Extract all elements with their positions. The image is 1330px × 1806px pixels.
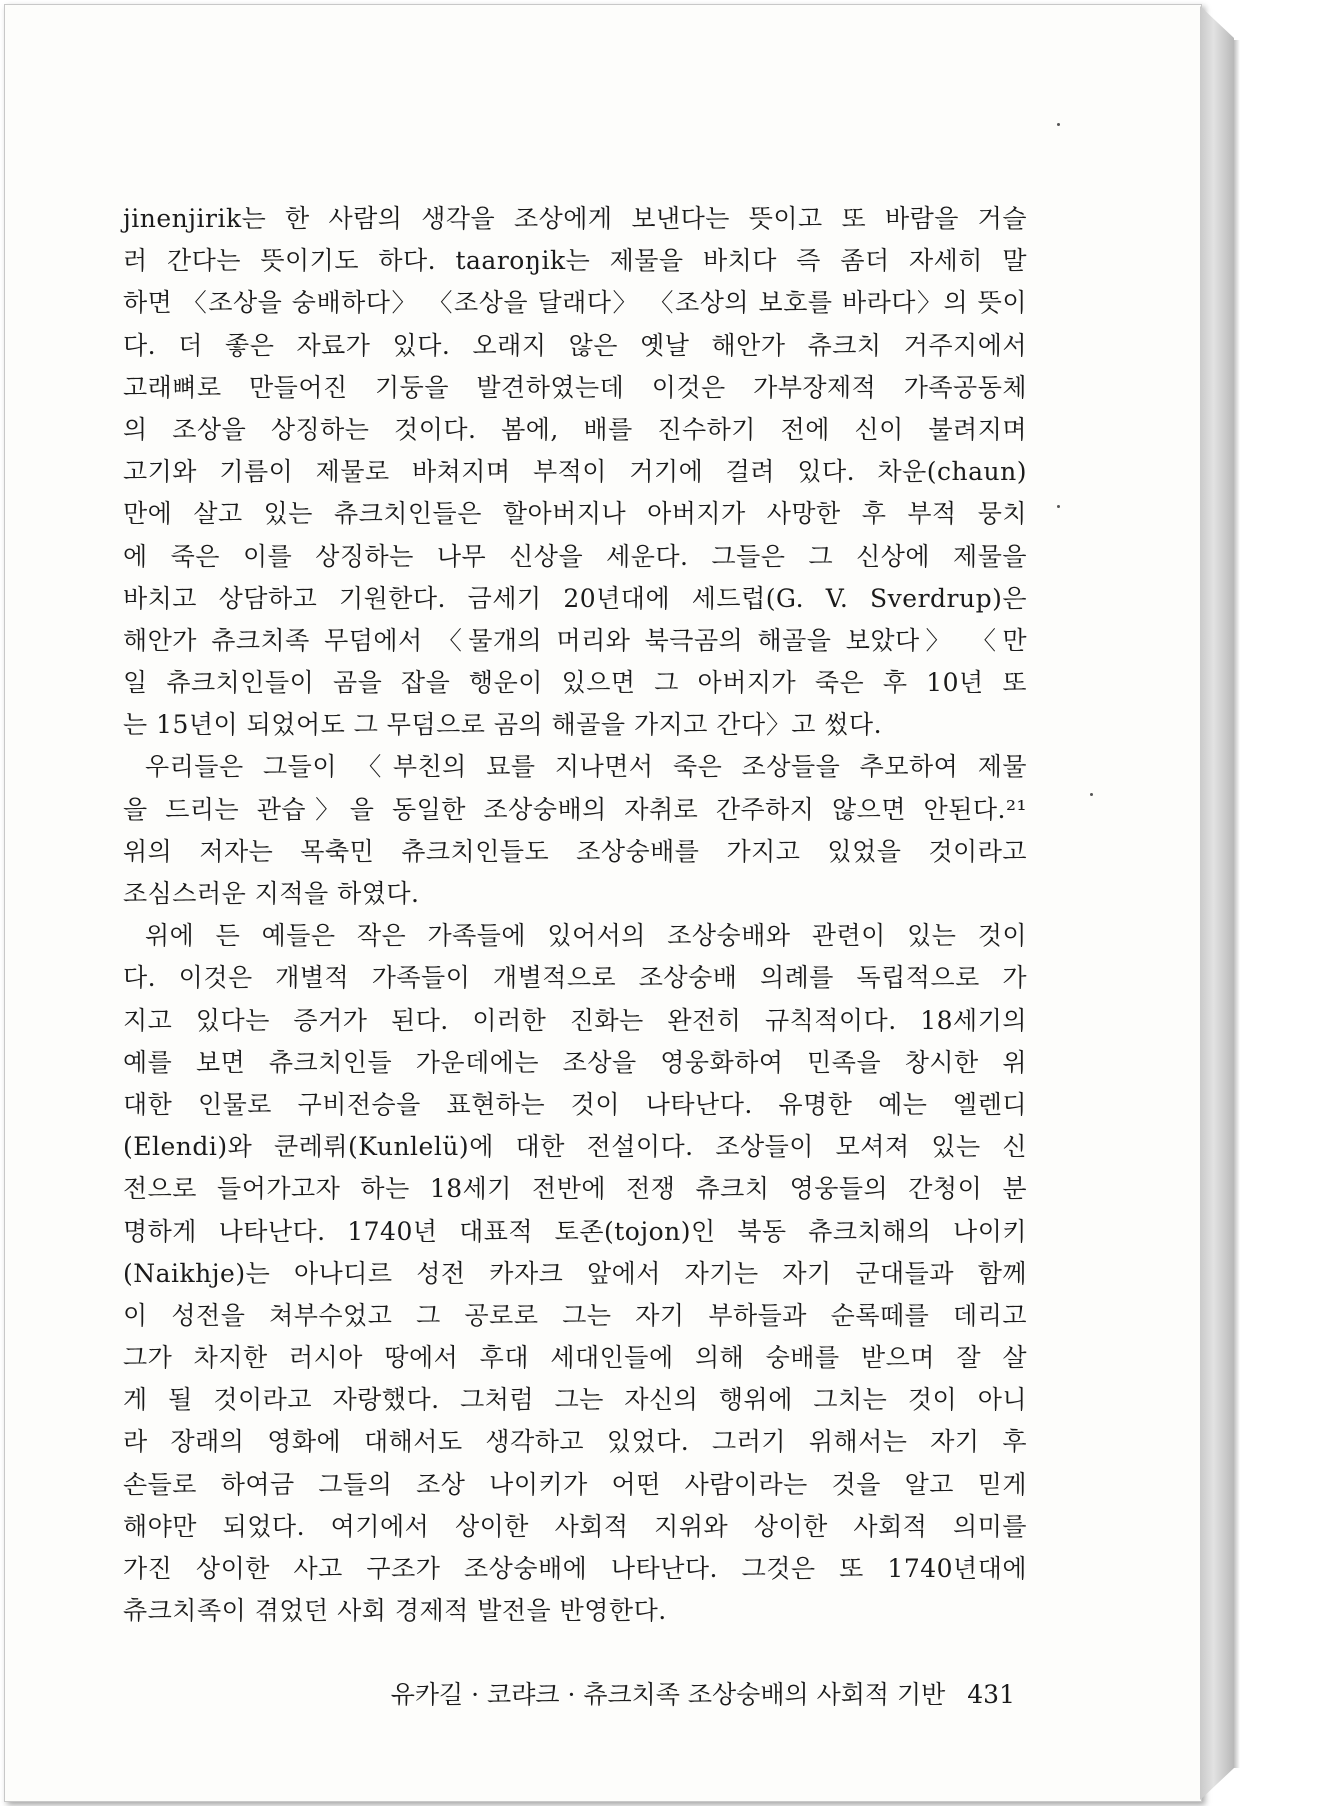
text-line: 지고 있다는 증거가 된다. 이러한 진화는 완전히 규칙적이다. 18세기의	[123, 1005, 1027, 1035]
scan-speck	[1090, 793, 1093, 796]
text-line: 고래뼈로 만들어진 기둥을 발견하였는데 이것은 가부장제적 가족공동체	[123, 372, 1027, 402]
text-line: 해안가 츄크치족 무덤에서 〈물개의 머리와 북극곰의 해골을 보았다〉 〈만	[123, 625, 1027, 655]
text-line: 예를 보면 츄크치인들 가운데에는 조상을 영웅화하여 민족을 창시한 위	[123, 1047, 1027, 1077]
text-line: (Elendi)와 쿤레뤼(Kunlelü)에 대한 전설이다. 조상들이 모셔져 있는 신	[123, 1132, 1027, 1162]
text-line: 위에 든 예들은 작은 가족들에 있어서의 조상숭배와 관련이 있는 것이	[145, 921, 1027, 951]
text-line: 바치고 상담하고 기원한다. 금세기 20년대에 세드럽(G. V. Sverdrup)은	[123, 583, 1027, 613]
text-line: jinenjirik는 한 사람의 생각을 조상에게 보낸다는 뜻이고 또 바람을 거슬	[123, 204, 1027, 233]
text-line: 게 될 것이라고 자랑했다. 그처럼 그는 자신의 행위에 그치는 것이 아니	[123, 1385, 1027, 1415]
text-line: 대한 인물로 구비전승을 표현하는 것이 나타난다. 유명한 예는 엘렌디	[123, 1089, 1027, 1119]
body-text	[123, 198, 1027, 1632]
text-line: 명하게 나타난다. 1740년 대표적 토존(tojon)인 북동 츄크치해의 나이키	[123, 1216, 1027, 1246]
book-page	[4, 4, 1202, 1802]
page-edge	[1200, 6, 1234, 1800]
text-line: 가진 상이한 사고 구조가 조상숭배에 나타난다. 그것은 또 1740년대에	[123, 1554, 1027, 1583]
page-edge-shadow	[1234, 40, 1240, 1768]
text-line: 우리들은 그들이 〈부친의 묘를 지나면서 죽은 조상들을 추모하여 제물	[145, 752, 1027, 782]
text-line: (Naikhje)는 아나디르 성전 카자크 앞에서 자기는 자기 군대들과 함께	[123, 1258, 1027, 1288]
text-line: 다. 더 좋은 자료가 있다. 오래지 않은 옛날 해안가 츄크치 거주지에서	[123, 330, 1027, 360]
text-line: 라 장래의 영화에 대해서도 생각하고 있었다. 그러기 위해서는 자기 후	[123, 1427, 1027, 1457]
scan-speck	[1057, 505, 1060, 508]
page-number: 431	[967, 1680, 1015, 1709]
text-line: 손들로 하여금 그들의 조상 나이키가 어떤 사람이라는 것을 알고 믿게	[123, 1469, 1027, 1499]
text-line: 츄크치족이 겪었던 사회 경제적 발전을 반영한다.	[123, 1596, 667, 1626]
text-line: 하면 〈조상을 숭배하다〉 〈조상을 달래다〉 〈조상의 보호를 바라다〉의 뜻이	[123, 288, 1027, 318]
text-line: 다. 이것은 개별적 가족들이 개별적으로 조상숭배 의례를 독립적으로 가	[123, 963, 1027, 993]
text-line: 을 드리는 관습〉을 동일한 조상숭배의 자취로 간주하지 않으면 안된다.²¹	[123, 794, 1027, 824]
text-line: 고기와 기름이 제물로 바쳐지며 부적이 거기에 걸려 있다. 차운(chaun)	[123, 457, 1027, 487]
text-line: 이 성전을 쳐부수었고 그 공로로 그는 자기 부하들과 순록떼를 데리고	[123, 1300, 1027, 1330]
page-footer	[355, 1675, 1015, 1715]
text-line: 는 15년이 되었어도 그 무덤으로 곰의 해골을 가지고 간다〉고 썼다.	[123, 710, 883, 740]
text-line: 조심스러운 지적을 하였다.	[123, 879, 420, 908]
text-line: 에 죽은 이를 상징하는 나무 신상을 세운다. 그들은 그 신상에 제물을	[123, 541, 1027, 571]
scan-speck	[1057, 123, 1060, 126]
running-title: 유카길 · 코랴크 · 츄크치족 조상숭배의 사회적 기반	[390, 1680, 946, 1709]
text-line: 일 츄크치인들이 곰을 잡을 행운이 있으면 그 아버지가 죽은 후 10년 또	[123, 668, 1027, 698]
text-line: 만에 살고 있는 츄크치인들은 할아버지나 아버지가 사망한 후 부적 뭉치	[123, 499, 1027, 529]
text-line: 러 간다는 뜻이기도 하다. taaroŋik는 제물을 바치다 즉 좀더 자세히 말	[123, 246, 1027, 276]
text-line: 전으로 들어가고자 하는 18세기 전반에 전쟁 츄크치 영웅들의 간청이 분	[123, 1174, 1027, 1204]
text-line: 그가 차지한 러시아 땅에서 후대 세대인들에 의해 숭배를 받으며 잘 살	[123, 1343, 1027, 1373]
text-line: 해야만 되었다. 여기에서 상이한 사회적 지위와 상이한 사회적 의미를	[123, 1511, 1027, 1541]
text-line: 위의 저자는 목축민 츄크치인들도 조상숭배를 가지고 있었을 것이라고	[123, 836, 1027, 866]
text-line: 의 조상을 상징하는 것이다. 봄에, 배를 진수하기 전에 신이 불려지며	[123, 414, 1027, 444]
